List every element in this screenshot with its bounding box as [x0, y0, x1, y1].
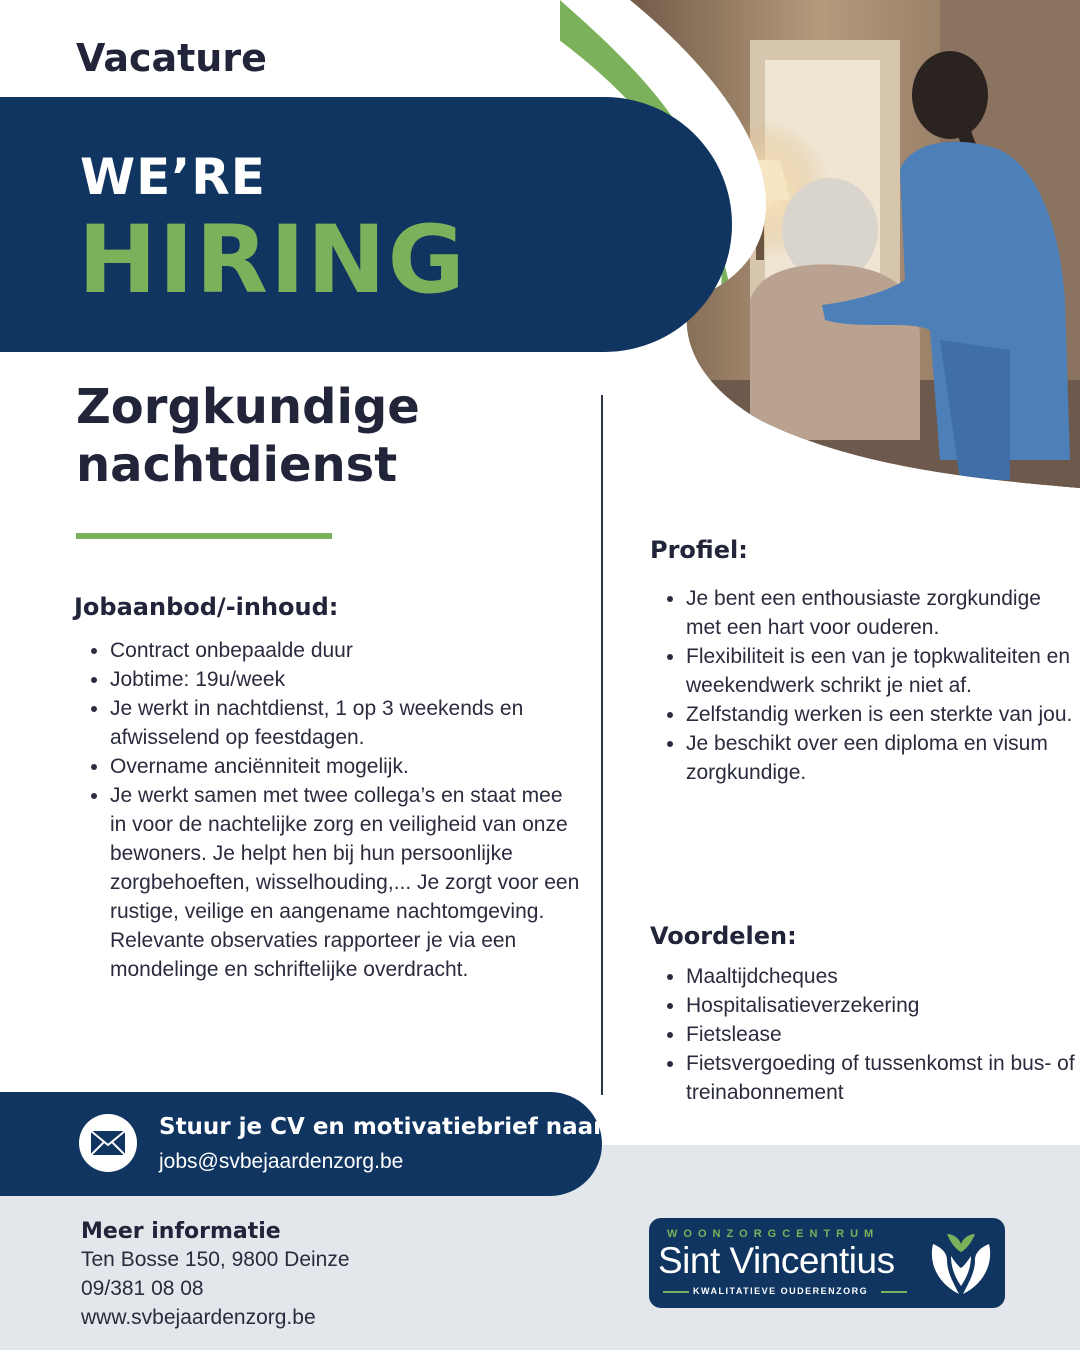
list-item: • Zelfstandig werken is een sterkte van jou.: [686, 700, 1080, 729]
logo-rule-right: [881, 1291, 907, 1293]
hero-line-were: WE’RE: [80, 148, 266, 206]
list-item: • Je werkt in nachtdienst, 1 op 3 weekends en afwisselend op feestdagen.: [110, 694, 580, 752]
offer-list: [75, 636, 580, 984]
kicker-label: Vacature: [76, 36, 267, 80]
list-item: • Fietslease: [686, 1020, 1080, 1049]
list-item: • Flexibiliteit is een van je topkwaliteiten en weekendwerk schrikt je niet af.: [686, 642, 1080, 700]
list-item: • Jobtime: 19u/week: [110, 665, 580, 694]
list-item: • Overname anciënniteit mogelijk.: [110, 752, 580, 781]
benefits-heading: Voordelen:: [650, 922, 797, 950]
organization-logo: [649, 1218, 1005, 1308]
contact-heading: Meer informatie: [81, 1219, 281, 1244]
envelope-icon: [79, 1114, 137, 1172]
hero-line-hiring: HIRING: [78, 206, 467, 315]
profile-list: [651, 584, 1080, 787]
job-title: [76, 378, 596, 494]
column-divider: [601, 395, 603, 1095]
job-title-line2: nachtdienst: [76, 437, 398, 493]
logo-top-text: WOONZORGCENTRUM: [667, 1228, 880, 1240]
contact-phone[interactable]: 09/381 08 08: [81, 1277, 204, 1300]
job-title-line1: Zorgkundige: [76, 379, 420, 435]
hands-heart-icon: [925, 1230, 997, 1298]
list-item: • Contract onbepaalde duur: [110, 636, 580, 665]
list-item: • Maaltijdcheques: [686, 962, 1080, 991]
logo-rule-left: [663, 1291, 689, 1293]
list-item: • Je werkt samen met twee collega’s en staat mee in voor de nachtelijke zorg en veiligheid van onze bewoners. Je helpt hen bij hun persoonlijke zorgbehoeften, wisselhouding,... Je zorgt voor een rustige, veilige en aangename nachtomgeving. Relevante observaties rapporteer je via een mondelinge en schriftelijke overdracht.: [110, 781, 580, 984]
email-link[interactable]: jobs@svbejaardenzorg.be: [159, 1150, 404, 1173]
offer-heading: Jobaanbod/-inhoud:: [74, 593, 339, 621]
website-link[interactable]: www.svbejaardenzorg.be: [81, 1306, 316, 1329]
cta-heading: Stuur je CV en motivatiebrief naar: [159, 1114, 605, 1140]
contact-address: Ten Bosse 150, 9800 Deinze: [81, 1248, 350, 1271]
logo-tagline: KWALITATIEVE OUDERENZORG: [693, 1286, 869, 1296]
list-item: • Je bent een enthousiaste zorgkundige met een hart voor ouderen.: [686, 584, 1080, 642]
list-item: • Hospitalisatieverzekering: [686, 991, 1080, 1020]
logo-name: Sint Vincentius: [658, 1240, 895, 1281]
list-item: • Fietsvergoeding of tussenkomst in bus- of treinabonnement: [686, 1049, 1080, 1107]
benefits-list: [651, 962, 1080, 1107]
list-item: • Je beschikt over een diploma en visum zorgkundige.: [686, 729, 1080, 787]
profile-heading: Profiel:: [650, 536, 748, 564]
title-underline: [76, 533, 332, 539]
